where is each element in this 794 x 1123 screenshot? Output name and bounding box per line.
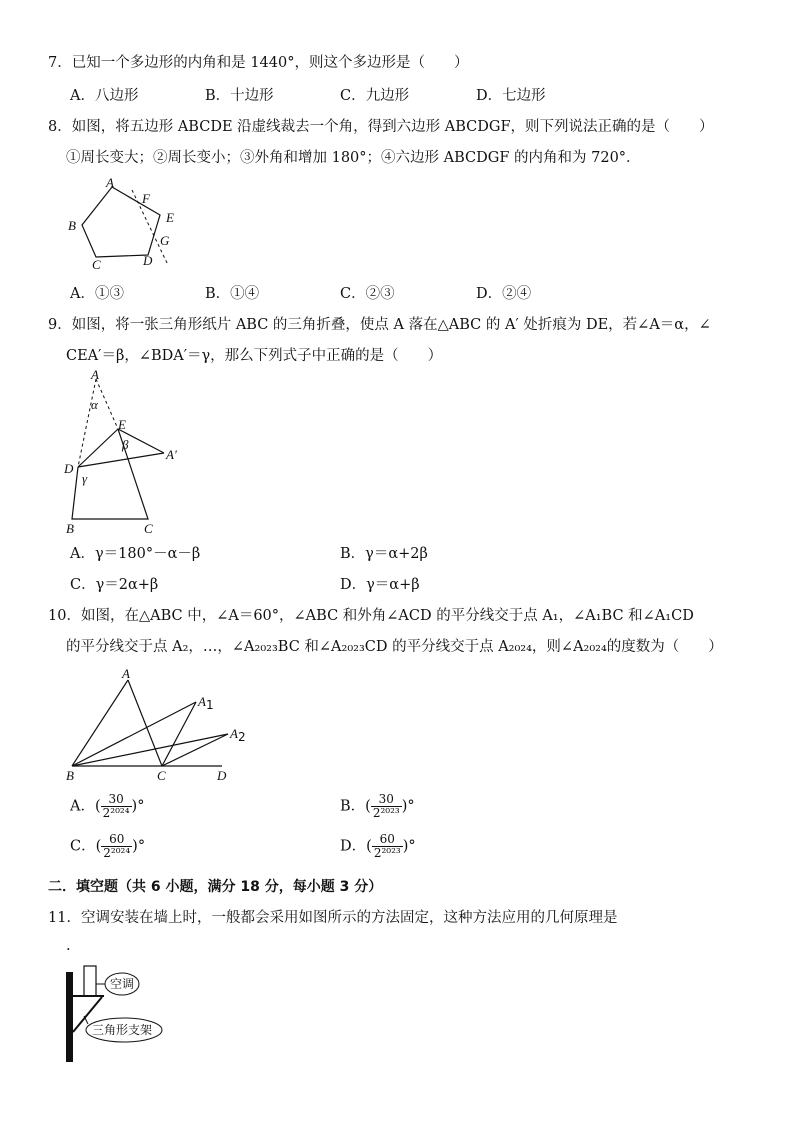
- q10-stem-line1: 10．如图，在△ABC 中，∠A＝60°，∠ABC 和外角∠ACD 的平分线交于点 A₁，∠A₁BC 和∠A₁CD: [48, 608, 694, 624]
- q8-pentagon-figure: [60, 175, 190, 275]
- q11-blank: .: [66, 938, 71, 954]
- q8-label-g: G: [160, 233, 170, 248]
- q9-stem-line2: CEA′＝β，∠BDA′＝γ，那么下列式子中正确的是（ ）: [66, 348, 443, 364]
- q10-option-d: D．( $\frac{60}{\text{2²⁰²³}}$ )°: [340, 832, 416, 860]
- q10-option-b: B．( $\frac{30}{\text{2²⁰²³}}$ )°: [340, 792, 415, 820]
- q8-option-d: D．②④: [476, 286, 532, 302]
- q7-option-d: D．七边形: [476, 88, 546, 104]
- q9-label-beta: β: [122, 437, 129, 452]
- q10-option-a-letter: A．: [70, 798, 95, 815]
- q9-label-e: E: [118, 417, 126, 432]
- q10-bisector-figure: [62, 664, 262, 784]
- q8-statements: ①周长变大；②周长变小；③外角和增加 180°；④六边形 ABCDGF 的内角和为 720°．: [66, 150, 641, 166]
- q9-label-c: C: [144, 521, 153, 536]
- q8-label-d: D: [143, 253, 153, 268]
- q9-label-a: A: [91, 367, 99, 382]
- q10-option-d-fraction: $\frac{60}{\text{2²⁰²³}}$: [373, 832, 401, 860]
- q11-ac-figure: [60, 960, 180, 1068]
- q10-label-c: C: [157, 768, 166, 783]
- q9-label-alpha: α: [91, 397, 98, 412]
- q9-option-b: B．γ＝α+2β: [340, 546, 428, 562]
- q8-label-c: C: [92, 257, 101, 272]
- q10-label-a2: A2: [230, 726, 246, 744]
- q8-label-b: B: [68, 218, 76, 233]
- section-title: 二．填空题（共 6 小题，满分 18 分，每小题 3 分）: [48, 879, 383, 895]
- q7-option-a: A．八边形: [70, 88, 139, 104]
- q8-stem: 8．如图，将五边形 ABCDE 沿虚线裁去一个角，得到六边形 ABCDGF，则下列说法正确的是（ ）: [48, 119, 714, 135]
- q10-label-a1: A1: [198, 694, 214, 712]
- q11-label-ac: 空调: [110, 977, 135, 991]
- q10-option-b-fraction: $\frac{30}{\text{2²⁰²³}}$: [372, 792, 400, 820]
- q10-option-d-letter: D．: [340, 838, 367, 855]
- q10-label-a: A: [122, 666, 130, 681]
- q9-label-d: D: [64, 461, 74, 476]
- q8-label-a: A: [106, 175, 114, 190]
- q9-fold-figure: [58, 367, 188, 539]
- q9-option-d: D．γ＝α+β: [340, 577, 420, 593]
- q10-stem-line2: 的平分线交于点 A₂，…，∠A₂₀₂₃BC 和∠A₂₀₂₃CD 的平分线交于点 A₂₀₂₄，则∠A₂₀₂₄的度数为（ ）: [66, 639, 723, 655]
- q8-option-b: B．①④: [205, 286, 260, 302]
- q7-option-c: C．九边形: [340, 88, 410, 104]
- q10-option-c: C．( $\frac{60}{\text{2²⁰²⁴}}$ )°: [70, 832, 146, 860]
- q11-label-bracket: 三角形支架: [92, 1023, 153, 1037]
- q10-option-b-letter: B．: [340, 798, 366, 815]
- q7-option-b: B．十边形: [205, 88, 274, 104]
- q10-option-a: A．( $\frac{30}{\text{2²⁰²⁴}}$ )°: [70, 792, 145, 820]
- q7-stem: 7．已知一个多边形的内角和是 1440°，则这个多边形是（ ）: [48, 55, 469, 71]
- q10-option-c-fraction: $\frac{60}{\text{2²⁰²⁴}}$: [103, 832, 131, 860]
- q8-option-a: A．①③: [70, 286, 124, 302]
- q8-label-e: E: [166, 210, 174, 225]
- q8-option-c: C．②③: [340, 286, 395, 302]
- q9-stem-line1: 9．如图，将一张三角形纸片 ABC 的三角折叠，使点 A 落在△ABC 的 A′ 处折痕为 DE，若∠A＝α，∠: [48, 317, 711, 333]
- q8-label-f: F: [142, 191, 150, 206]
- q10-option-c-letter: C．: [70, 838, 96, 855]
- q11-stem: 11．空调安装在墙上时，一般都会采用如图所示的方法固定，这种方法应用的几何原理是: [48, 910, 618, 926]
- q9-option-c: C．γ＝2α+β: [70, 577, 159, 593]
- q9-label-a-prime: A′: [166, 447, 177, 462]
- q10-option-a-fraction: $\frac{30}{\text{2²⁰²⁴}}$: [102, 792, 130, 820]
- q10-label-b: B: [66, 768, 74, 783]
- q9-option-a: A．γ＝180°－α－β: [70, 546, 201, 562]
- q9-label-gamma: γ: [82, 471, 88, 486]
- q10-label-d: D: [217, 768, 227, 783]
- q9-label-b: B: [66, 521, 74, 536]
